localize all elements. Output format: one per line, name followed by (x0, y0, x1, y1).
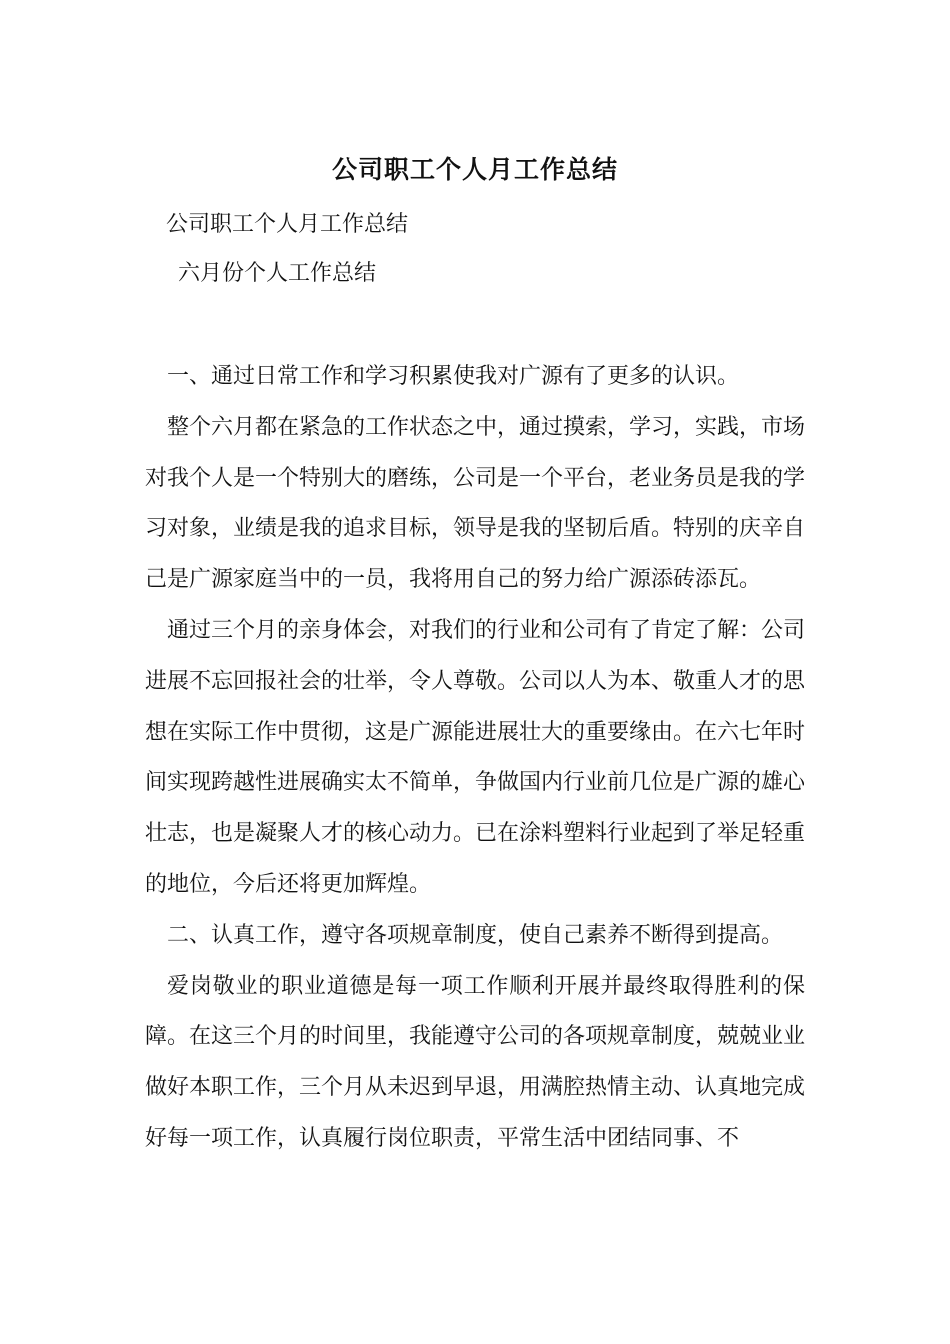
period-heading: 六月份个人工作总结 (178, 261, 377, 286)
paragraph-2: 通过三个月的亲身体会，对我们的行业和公司有了肯定了解：公司进展不忘回报社会的壮举，令人尊敬。公司以人为本、敬重人才的思想在实际工作中贯彻，这是广源能进展壮大的重要缘由。在六七年时间实现跨越性进展确实太不简单，争做国内行业前几位是广源的雄心壮志，也是凝聚人才的核心动力。已在涂料塑料行业起到了举足轻重的地位，今后还将更加辉煌。 (145, 617, 806, 897)
document-title: 公司职工个人月工作总结 (331, 155, 618, 184)
paragraph-3: 爱岗敬业的职业道德是每一项工作顺利开展并最终取得胜利的保障。在这三个月的时间里，我能遵守公司的各项规章制度，兢兢业业做好本职工作，三个月从未迟到早退，用满腔热情主动、认真地完成好每一项工作，认真履行岗位职责，平常生活中团结同事、不 (145, 973, 806, 1151)
document-body (145, 352, 805, 1165)
paragraph-1: 整个六月都在紧急的工作状态之中，通过摸索，学习，实践，市场对我个人是一个特别大的磨练，公司是一个平台，老业务员是我的学习对象，业绩是我的追求目标，领导是我的坚韧后盾。特别的庆辛自己是广源家庭当中的一员，我将用自己的努力给广源添砖添瓦。 (145, 414, 806, 593)
section-heading-1: 一、通过日常工作和学习积累使我对广源有了更多的认识。 (167, 364, 740, 389)
document-subtitle: 公司职工个人月工作总结 (166, 212, 409, 237)
section-heading-2: 二、认真工作，遵守各项规章制度，使自己素养不断得到提高。 (167, 922, 784, 948)
